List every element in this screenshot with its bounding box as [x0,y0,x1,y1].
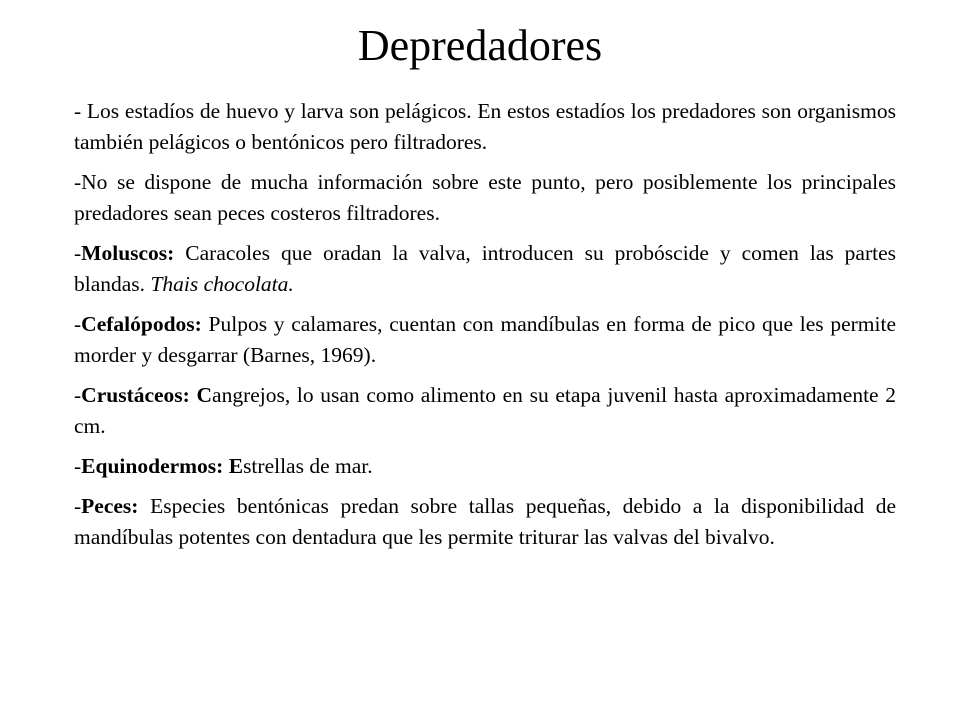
paragraph-moluscos [74,238,896,300]
paragraph-information [74,167,896,229]
term-moluscos: Moluscos: [81,241,175,265]
term-cefalopodos: Cefalópodos: [81,312,202,336]
term-peces: Peces: [81,494,139,518]
term-equinodermos: Equinodermos: E [81,454,244,478]
species-name: Thais chocolata. [150,272,294,296]
paragraph-crustaceos [74,380,896,442]
paragraph-text: Especies bentónicas predan sobre tallas pequeñas, debido a la disponibilidad de mandíbulas potentes con dentadura que les permite triturar las valvas del bivalvo. [74,494,896,549]
bullet-dash: - [74,383,82,407]
paragraph-peces [74,491,896,553]
paragraph-life-stages [74,96,896,158]
paragraph-text: angrejos, lo usan como alimento en su etapa juvenil hasta aproximadamente 2 cm. [74,383,896,438]
bullet-dash: - [74,312,82,336]
paragraph-text: strellas de mar. [243,454,373,478]
slide-title: Depredadores [357,21,603,70]
paragraph-text: - Los estadíos de huevo y larva son pelágicos. En estos estadíos los predadores son organismos también pelágicos o bentónicos pero filtradores. [74,99,896,154]
term-crustaceos: Crustáceos: C [81,383,213,407]
paragraph-text: -No se dispone de mucha información sobre este punto, pero posiblemente los principales predadores sean peces costeros filtradores. [74,170,896,225]
paragraph-equinodermos [74,451,896,482]
paragraph-text: Caracoles que oradan la valva, introducen su probóscide y comen las partes blandas. [74,241,896,296]
paragraph-cefalopodos [74,309,896,371]
bullet-dash: - [74,241,82,265]
bullet-dash: - [74,454,82,478]
slide-body [74,96,896,562]
paragraph-text: Pulpos y calamares, cuentan con mandíbulas en forma de pico que les permite morder y desgarrar (Barnes, 1969). [74,312,896,367]
bullet-dash: - [74,494,82,518]
